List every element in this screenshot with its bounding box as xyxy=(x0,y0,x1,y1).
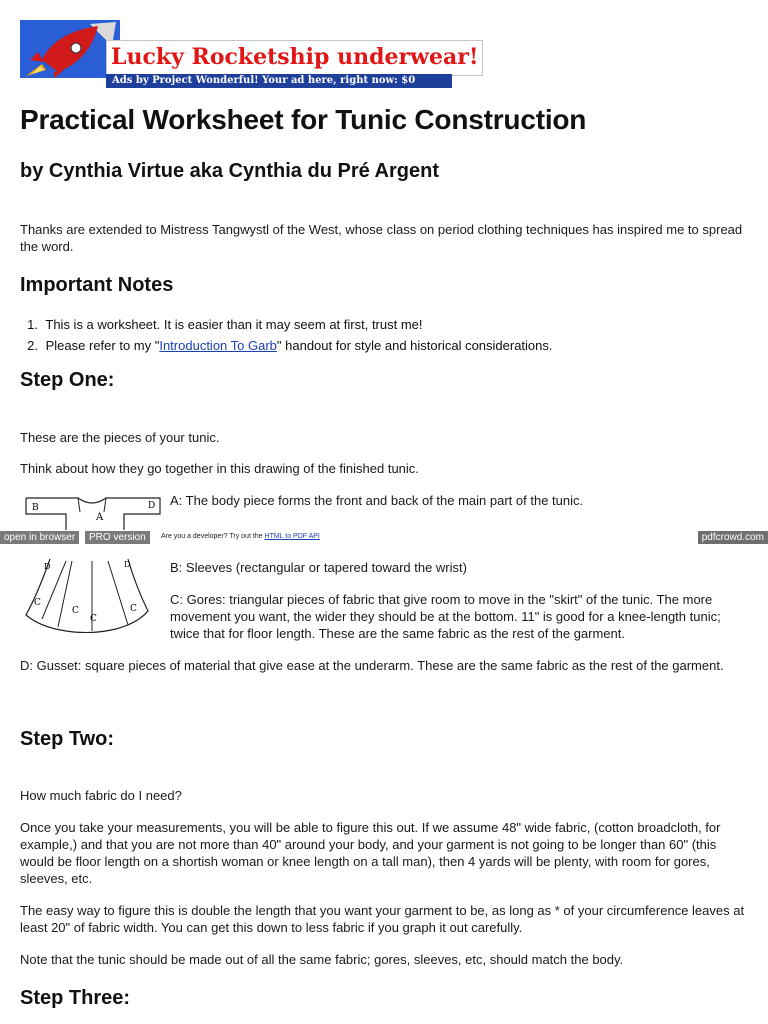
tunic-drawing-bottom xyxy=(20,553,166,633)
ad-subtitle[interactable]: Ads by Project Wonderful! Your ad here, right now: $0 xyxy=(106,74,452,88)
step-one-paragraph: These are the pieces of your tunic. xyxy=(20,430,220,445)
step-three-heading: Step Three: xyxy=(20,987,131,1009)
figure-label: D xyxy=(124,560,131,569)
figure-label: C xyxy=(72,606,79,616)
list-item xyxy=(20,337,553,354)
figure-label: A xyxy=(96,512,104,523)
note-text: This is a worksheet. It is easier than it may seem at first, trust me! xyxy=(45,317,423,332)
list-number: 2. xyxy=(27,338,38,353)
developer-note xyxy=(161,533,320,540)
piece-b-description: B: Sleeves (rectangular or tapered toward the wrist) xyxy=(170,560,467,575)
developer-text: Are you a developer? Try out the xyxy=(161,533,265,540)
step-two-paragraph: Note that the tunic should be made out of all the same fabric; gores, sleeves, etc, should match the body. xyxy=(20,952,624,967)
figure-label: B xyxy=(32,503,39,513)
html-to-pdf-api-link[interactable]: HTML to PDF API xyxy=(264,533,320,540)
list-item xyxy=(20,316,553,333)
tunic-drawing-top xyxy=(20,490,166,530)
list-number: 1. xyxy=(27,317,38,332)
note-text-pre: Please refer to my " xyxy=(45,338,160,353)
note-text-post: " handout for style and historical considerations. xyxy=(276,338,553,353)
step-one-paragraph: Think about how they go together in this drawing of the finished tunic. xyxy=(20,461,419,476)
intro-paragraph: Thanks are extended to Mistress Tangwystl of the West, whose class on period clothing techniques has inspired me to spread the word. xyxy=(20,222,743,254)
figure-label: D xyxy=(44,562,51,571)
pdfcrowd-bar xyxy=(0,530,768,545)
important-notes-heading: Important Notes xyxy=(20,274,174,296)
figure-label: C xyxy=(90,614,97,624)
notes-list xyxy=(20,316,553,358)
ad-title[interactable]: Lucky Rocketship underwear! xyxy=(106,40,483,76)
byline: by Cynthia Virtue aka Cynthia du Pré Argent xyxy=(20,160,439,182)
pdfcrowd-link[interactable]: pdfcrowd.com xyxy=(698,531,768,544)
step-one-heading: Step One: xyxy=(20,369,115,391)
figure-label: D xyxy=(148,501,156,511)
open-in-browser-button[interactable]: open in browser xyxy=(0,531,79,544)
figure-label: C xyxy=(130,604,137,614)
piece-c-description: C: Gores: triangular pieces of fabric that give room to move in the "skirt" of the tunic. The more movement you want, the wider they should be at the bottom. 11" is good for a knee-length tunic; twice that for floor length. These are the same fabric as the rest of the garment. xyxy=(170,592,721,641)
step-two-paragraph: Once you take your measurements, you will be able to figure this out. If we assume 48" wide fabric, (cotton broadcloth, for example,) and that you are not more than 40" around your body, and your garment is not going to be longer than 60" (this would be floor length on a shortish woman or knee length on a tall man), then 4 yards will be plenty, with room for gores, sleeves, etc. xyxy=(20,820,721,886)
ad-banner[interactable] xyxy=(20,20,479,86)
page-title: Practical Worksheet for Tunic Construction xyxy=(20,104,587,135)
figure-label: C xyxy=(34,598,41,608)
piece-d-description: D: Gusset: square pieces of material that give ease at the underarm. These are the same fabric as the rest of the garment. xyxy=(20,658,724,673)
pro-version-button[interactable]: PRO version xyxy=(85,531,150,544)
step-two-heading: Step Two: xyxy=(20,728,115,750)
step-two-paragraph: The easy way to figure this is double the length that you want your garment to be, as long as * of your circumference leaves at least 20" of fabric width. You can get this down to less fabric if you graph it out carefully. xyxy=(20,903,745,935)
introduction-to-garb-link[interactable]: Introduction To Garb xyxy=(159,338,277,353)
piece-a-description: A: The body piece forms the front and back of the main part of the tunic. xyxy=(170,493,584,508)
step-two-paragraph: How much fabric do I need? xyxy=(20,788,182,803)
